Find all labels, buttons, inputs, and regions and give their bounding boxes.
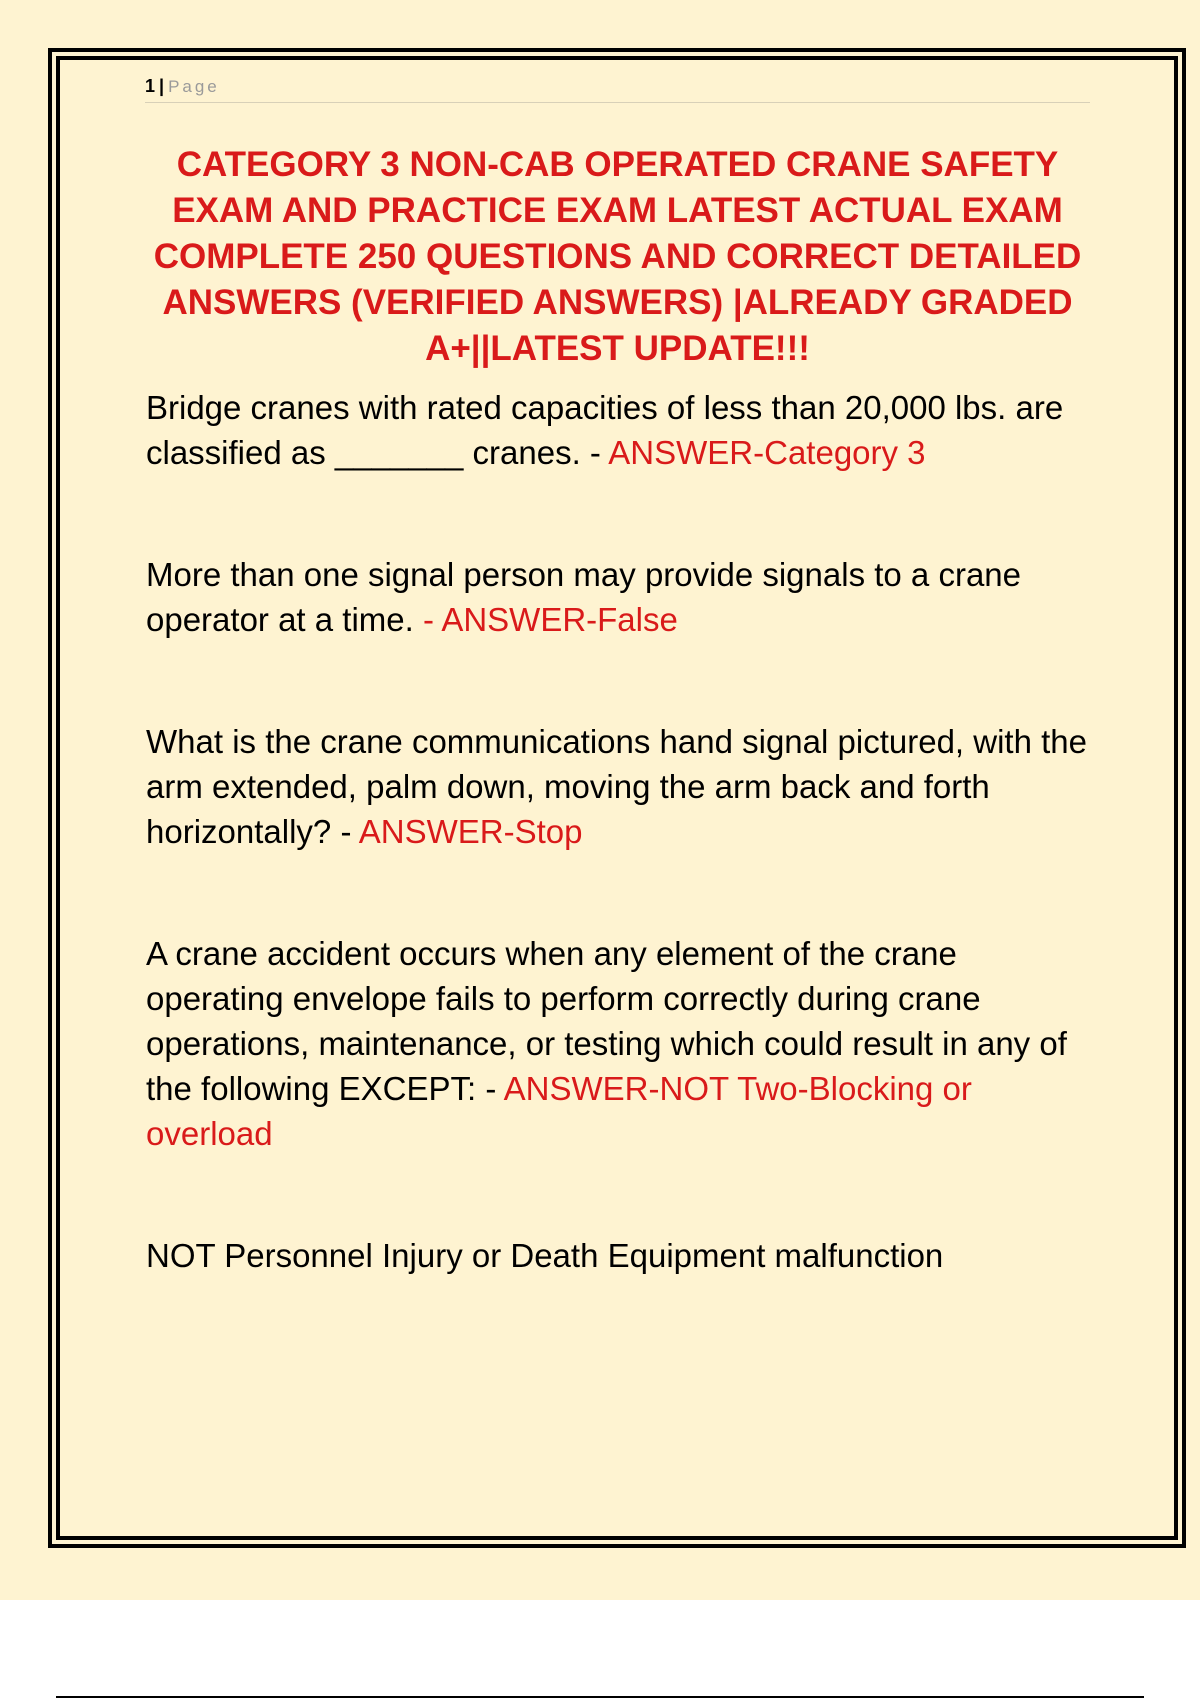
qa-item-3 (146, 719, 1091, 854)
question-text: What is the crane communications hand signal pictured, with the arm extended, palm down, moving the arm back and forth horizontally? - (146, 723, 1087, 850)
page-label: Page (168, 77, 220, 96)
answer-text: ANSWER-Stop (358, 813, 583, 850)
question-text: Bridge cranes with rated capacities of less than 20,000 lbs. are classified as _______ cranes. - (146, 389, 1064, 471)
answer-text: ANSWER-Category 3 (608, 434, 926, 471)
qa-item-1 (146, 385, 1091, 475)
answer-text: - ANSWER-False (422, 601, 678, 638)
answer-text: ANSWER-NOT Two-Blocking or overload (146, 1070, 972, 1152)
qa-list (146, 385, 1091, 1278)
footer-rule (56, 1696, 1144, 1698)
question-text: More than one signal person may provide signals to a crane operator at a time. (146, 556, 1021, 638)
page-separator: | (159, 76, 165, 96)
page-number: 1 (145, 76, 156, 96)
question-text: A crane accident occurs when any element of the crane operating envelope fails to perform correctly during crane operations, maintenance, or testing which could result in any of the following EXCEPT: - (146, 935, 1067, 1107)
document-title: CATEGORY 3 NON-CAB OPERATED CRANE SAFETY EXAM AND PRACTICE EXAM LATEST ACTUAL EXAM COMPLETE 250 QUESTIONS AND CORRECT DETAILED ANSWERS (VERIFIED ANSWERS) |ALREADY GRADED A+||LATEST UPDATE!!! (153, 145, 1082, 368)
qa-item-4 (146, 931, 1091, 1156)
question-text: NOT Personnel Injury or Death Equipment malfunction (146, 1237, 944, 1274)
qa-item-2 (146, 552, 1091, 642)
page-header (145, 74, 1090, 103)
qa-item-5 (146, 1233, 1091, 1278)
